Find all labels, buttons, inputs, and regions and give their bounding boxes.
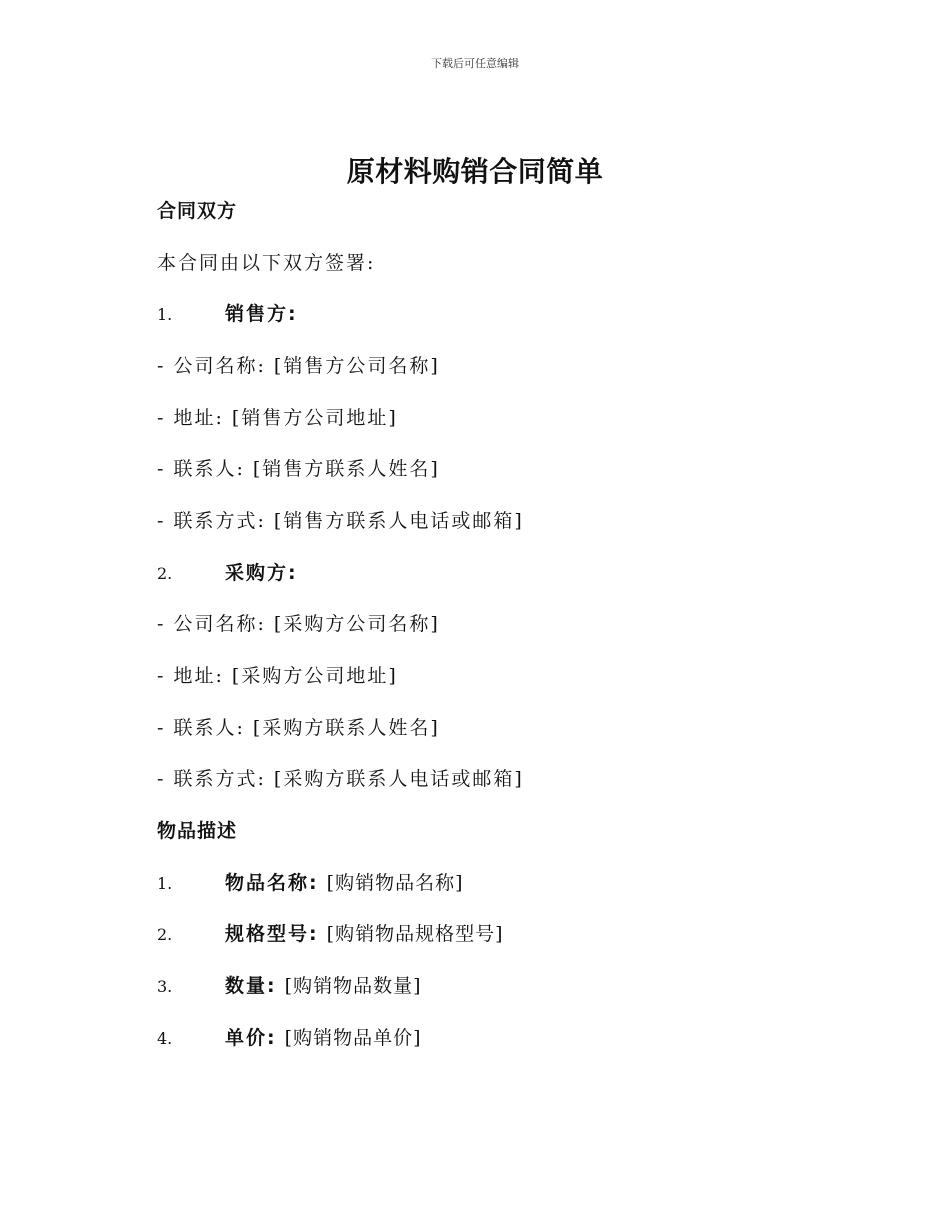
buyer-contact-person: - 联系人: [采购方联系人姓名] xyxy=(157,717,440,739)
goods-item-value: [购销物品名称] xyxy=(326,872,464,894)
seller-list-item xyxy=(157,302,298,327)
buyer-list-item xyxy=(157,561,298,586)
goods-item-quantity xyxy=(157,974,421,999)
list-number: 3. xyxy=(157,977,173,996)
page-header: 下载后可任意编辑 xyxy=(431,57,519,70)
goods-item-value: [购销物品规格型号] xyxy=(326,923,504,945)
goods-item-value: [购销物品单价] xyxy=(284,1027,422,1049)
goods-item-label: 单价: xyxy=(225,1027,277,1049)
seller-contact-method: - 联系方式: [销售方联系人电话或邮箱] xyxy=(157,510,524,532)
goods-item-spec xyxy=(157,922,503,947)
goods-item-name xyxy=(157,871,463,896)
seller-contact-person: - 联系人: [销售方联系人姓名] xyxy=(157,458,440,480)
buyer-contact-method: - 联系方式: [采购方联系人电话或邮箱] xyxy=(157,768,524,790)
goods-item-label: 数量: xyxy=(225,975,277,997)
goods-item-label: 规格型号: xyxy=(225,923,319,945)
goods-item-unit-price xyxy=(157,1026,421,1051)
section-heading-parties: 合同双方 xyxy=(157,200,238,222)
buyer-label: 采购方: xyxy=(225,562,298,584)
seller-company-name: - 公司名称: [销售方公司名称] xyxy=(157,355,440,377)
goods-item-value: [购销物品数量] xyxy=(284,975,422,997)
document-title: 原材料购销合同简单 xyxy=(346,155,604,188)
list-number: 4. xyxy=(157,1029,173,1048)
seller-address: - 地址: [销售方公司地址] xyxy=(157,407,398,429)
goods-item-label: 物品名称: xyxy=(225,872,319,894)
list-number: 1. xyxy=(157,874,173,893)
list-number: 2. xyxy=(157,925,173,944)
list-number: 1. xyxy=(157,305,173,324)
parties-intro: 本合同由以下双方签署: xyxy=(157,252,376,274)
buyer-company-name: - 公司名称: [采购方公司名称] xyxy=(157,613,440,635)
section-heading-goods: 物品描述 xyxy=(157,820,238,842)
buyer-address: - 地址: [采购方公司地址] xyxy=(157,665,398,687)
list-number: 2. xyxy=(157,564,173,583)
seller-label: 销售方: xyxy=(225,303,298,325)
